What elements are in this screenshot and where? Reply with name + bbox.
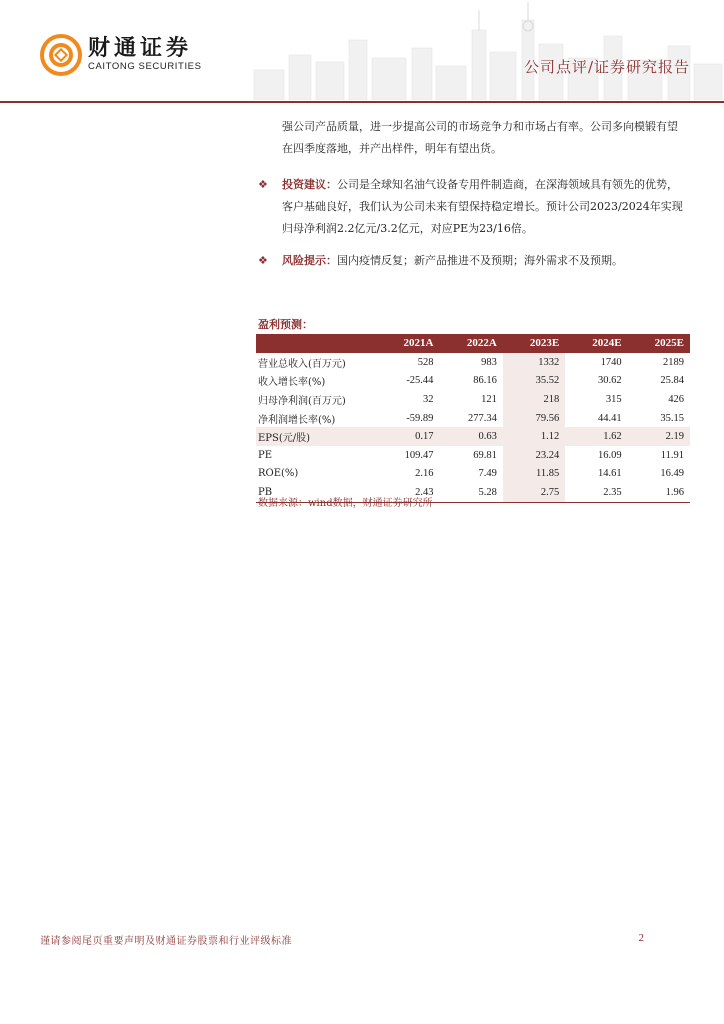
column-header: 2022A	[439, 334, 502, 353]
table-cell: 35.15	[660, 412, 684, 424]
table-cell: 7.49	[478, 468, 497, 480]
logo-english-name: CAITONG SECURITIES	[88, 61, 202, 72]
investment-advice-bullet	[258, 174, 688, 240]
table-cell: 0.63	[439, 427, 502, 446]
table-row	[256, 446, 690, 465]
table-cell: 109.47	[404, 449, 434, 461]
table-cell: 35.52	[503, 372, 565, 391]
column-header: 2021A	[376, 334, 439, 353]
diamond-bullet-icon: ❖	[258, 178, 268, 191]
data-source-note: 数据来源：wind数据，财通证券研究所	[258, 498, 433, 509]
table-cell: 218	[503, 390, 565, 409]
row-label: 归母净利润(百万元)	[258, 395, 346, 407]
logo-coin-icon	[40, 34, 82, 76]
row-label: 营业总收入(百万元)	[256, 353, 376, 372]
company-logo	[40, 34, 202, 76]
table-row	[256, 409, 690, 428]
table-cell: 79.56	[503, 409, 565, 428]
column-header: 2024E	[565, 334, 627, 353]
table-header-row	[256, 334, 690, 353]
logo-chinese-name: 财通证券	[88, 36, 193, 61]
table-cell: 0.17	[376, 427, 439, 446]
bullet-label: 风险提示：	[282, 254, 337, 267]
table-cell: 14.61	[597, 468, 622, 480]
column-header: 2023E	[503, 334, 565, 353]
earnings-forecast-table	[256, 334, 690, 503]
table-cell: 315	[605, 393, 622, 405]
city-skyline-decoration	[244, 0, 724, 100]
table-cell: 2.16	[415, 468, 434, 480]
table-cell: 5.28	[439, 483, 502, 502]
table-cell: 2.75	[503, 483, 565, 502]
table-cell: 44.41	[597, 412, 622, 424]
table-row	[256, 465, 690, 484]
bullet-text: 国内疫情反复；新产品推进不及预期；海外需求不及预期。	[337, 254, 623, 267]
table-cell: 30.62	[597, 375, 622, 387]
row-label: 净利润增长率(%)	[258, 414, 336, 426]
row-label: PE	[258, 449, 273, 461]
table-cell: 1.96	[628, 483, 690, 502]
continuation-paragraph: 强公司产品质量，进一步提高公司的市场竞争力和市场占有率。公司多向模锻有望在四季度落地，并产出样件，明年有望出货。	[282, 120, 678, 155]
page-header	[0, 0, 724, 104]
table-cell: 32	[422, 393, 434, 405]
table-row	[256, 353, 690, 372]
header-divider	[0, 101, 724, 103]
row-label: ROE(%)	[258, 468, 299, 480]
table-cell: 121	[481, 393, 497, 405]
diamond-bullet-icon: ❖	[258, 254, 268, 267]
table-cell: 426	[668, 393, 684, 405]
table-cell: 25.84	[660, 375, 684, 387]
table-cell: 1.12	[503, 427, 565, 446]
table-cell: 1740	[565, 353, 627, 372]
row-label: EPS(元/股)	[256, 427, 376, 446]
risk-warning-bullet	[258, 250, 688, 272]
row-label: 收入增长率(%)	[258, 377, 326, 389]
table-cell: 69.81	[473, 449, 497, 461]
table-cell: 11.91	[660, 449, 684, 461]
table-cell: -25.44	[406, 375, 434, 387]
column-header	[256, 334, 376, 353]
report-type-label: 公司点评/证券研究报告	[523, 58, 690, 76]
table-row	[256, 427, 690, 446]
table-cell: 2.35	[565, 483, 627, 502]
table-cell: 1.62	[565, 427, 627, 446]
table-cell: 2189	[628, 353, 690, 372]
bullet-text: 公司是全球知名油气设备专用件制造商，在深海领域具有领先的优势，客户基础良好，我们认为公司未来有望保持稳定增长。预计公司2023/2024年实现归母净利润2.2亿元/3.2亿元，对应PE为23/16倍。	[282, 178, 683, 235]
row-label: PB	[256, 483, 376, 502]
table-cell: 277.34	[468, 412, 497, 424]
table-cell: 2.19	[628, 427, 690, 446]
table-cell: 16.49	[660, 468, 684, 480]
page-number: 2	[638, 932, 644, 944]
column-header: 2025E	[628, 334, 690, 353]
table-cell: 2.43	[376, 483, 439, 502]
table-cell: 16.09	[597, 449, 622, 461]
bullet-label: 投资建议：	[282, 178, 337, 191]
forecast-table-title: 盈利预测：	[258, 318, 313, 331]
table-row	[256, 390, 690, 409]
table-cell: 23.24	[503, 446, 565, 465]
table-cell: 528	[376, 353, 439, 372]
table-cell: 11.85	[503, 465, 565, 484]
table-cell: 86.16	[473, 375, 497, 387]
table-cell: 983	[439, 353, 502, 372]
disclaimer-footer: 谨请参阅尾页重要声明及财通证券股票和行业评级标准	[40, 936, 292, 947]
table-cell: 1332	[503, 353, 565, 372]
table-row	[256, 372, 690, 391]
table-cell: -59.89	[406, 412, 434, 424]
